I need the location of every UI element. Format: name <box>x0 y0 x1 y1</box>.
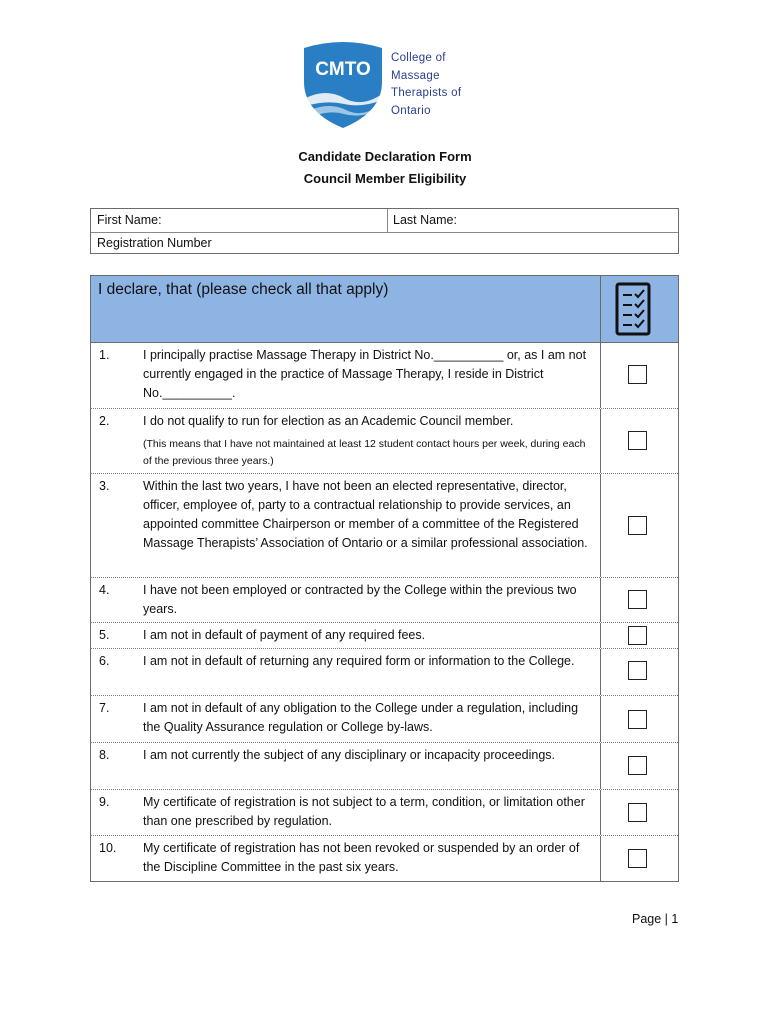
item-number: 2. <box>99 414 110 428</box>
page-number: Page | 1 <box>632 912 679 926</box>
item-text-block <box>143 412 593 470</box>
item-checkbox[interactable] <box>628 365 647 384</box>
item-checkbox[interactable] <box>628 661 647 680</box>
item-checkbox[interactable] <box>628 849 647 868</box>
item-checkbox[interactable] <box>628 516 647 535</box>
declaration-row <box>91 623 678 649</box>
declaration-row <box>91 474 678 578</box>
item-text: I am not in default of returning any required form or information to the College. <box>143 654 575 668</box>
item-text: I principally practise Massage Therapy in District No.__________ or, as I am not currently engaged in the practice of Massage Therapy, I reside in District No.__________. <box>143 348 587 400</box>
name-row <box>91 209 678 233</box>
column-divider <box>600 409 601 473</box>
declaration-row <box>91 578 678 623</box>
column-divider <box>600 578 601 622</box>
declaration-row <box>91 649 678 696</box>
logo-wordmark: CMTO <box>315 59 371 80</box>
item-text: I am not in default of payment of any required fees. <box>143 628 426 642</box>
item-text: I am not in default of any obligation to the College under a regulation, including the Quality Assurance regulation or College by-laws. <box>143 701 579 734</box>
item-note: (This means that I have not maintained at least 12 student contact hours per week, during each of the previous three years.) <box>143 438 586 467</box>
item-checkbox[interactable] <box>628 710 647 729</box>
item-checkbox[interactable] <box>628 803 647 822</box>
item-number: 8. <box>99 748 110 762</box>
org-name-line: Ontario <box>391 104 431 117</box>
column-divider <box>600 743 601 789</box>
item-checkbox[interactable] <box>628 756 647 775</box>
item-text: My certificate of registration has not been revoked or suspended by an order of the Discipline Committee in the past six years. <box>143 841 580 874</box>
column-divider <box>600 649 601 695</box>
item-number: 5. <box>99 628 110 642</box>
item-number: 3. <box>99 479 110 493</box>
item-number: 4. <box>99 583 110 597</box>
declaration-row <box>91 836 678 881</box>
item-text: I am not currently the subject of any disciplinary or incapacity proceedings. <box>143 748 556 762</box>
item-number: 7. <box>99 701 110 715</box>
column-divider <box>600 623 601 648</box>
org-name-line: College of <box>391 52 446 64</box>
column-divider <box>600 276 601 342</box>
form-title-line1: Candidate Declaration Form <box>298 149 472 164</box>
item-checkbox[interactable] <box>628 590 647 609</box>
form-title <box>0 146 770 190</box>
declaration-table <box>90 275 679 882</box>
first-name-field[interactable]: First Name: <box>97 213 162 227</box>
column-divider <box>600 343 601 408</box>
item-text: My certificate of registration is not subject to a term, condition, or limitation other than one prescribed by regulation. <box>143 795 585 828</box>
candidate-info-table <box>90 208 679 254</box>
declaration-row <box>91 409 678 474</box>
last-name-field[interactable]: Last Name: <box>393 213 457 227</box>
column-divider <box>600 836 601 881</box>
declaration-row <box>91 696 678 743</box>
item-checkbox[interactable] <box>628 626 647 645</box>
form-title-line2: Council Member Eligibility <box>303 171 467 186</box>
item-text: I have not been employed or contracted by the College within the previous two years. <box>143 583 577 616</box>
item-number: 9. <box>99 795 110 809</box>
org-name-line: Therapists of <box>391 87 462 99</box>
checklist-icon <box>615 282 651 336</box>
declaration-heading: I declare, that (please check all that apply) <box>98 281 389 298</box>
org-name <box>391 50 461 120</box>
item-checkbox[interactable] <box>628 431 647 450</box>
org-name-line: Massage <box>391 69 440 82</box>
item-number: 1. <box>99 348 110 362</box>
item-text: I do not qualify to run for election as an Academic Council member. <box>143 414 514 428</box>
declaration-row <box>91 343 678 409</box>
item-number: 10. <box>99 841 117 855</box>
column-divider <box>600 474 601 577</box>
shield-logo-icon <box>300 38 386 130</box>
column-divider <box>600 696 601 742</box>
cmto-logo <box>300 38 500 130</box>
item-text: Within the last two years, I have not been an elected representative, director, officer, employee of, party to a contractual relationship to provide services, an appointed committee Chairperson or member of a committee of the Registered Massage Therapists’ Association of Ontario or a similar professional association. <box>143 479 588 550</box>
declaration-header <box>91 276 678 343</box>
column-divider <box>600 790 601 835</box>
declaration-row <box>91 790 678 836</box>
item-number: 6. <box>99 654 110 668</box>
registration-number-field[interactable]: Registration Number <box>97 236 212 250</box>
field-divider <box>387 209 388 232</box>
declaration-row <box>91 743 678 790</box>
